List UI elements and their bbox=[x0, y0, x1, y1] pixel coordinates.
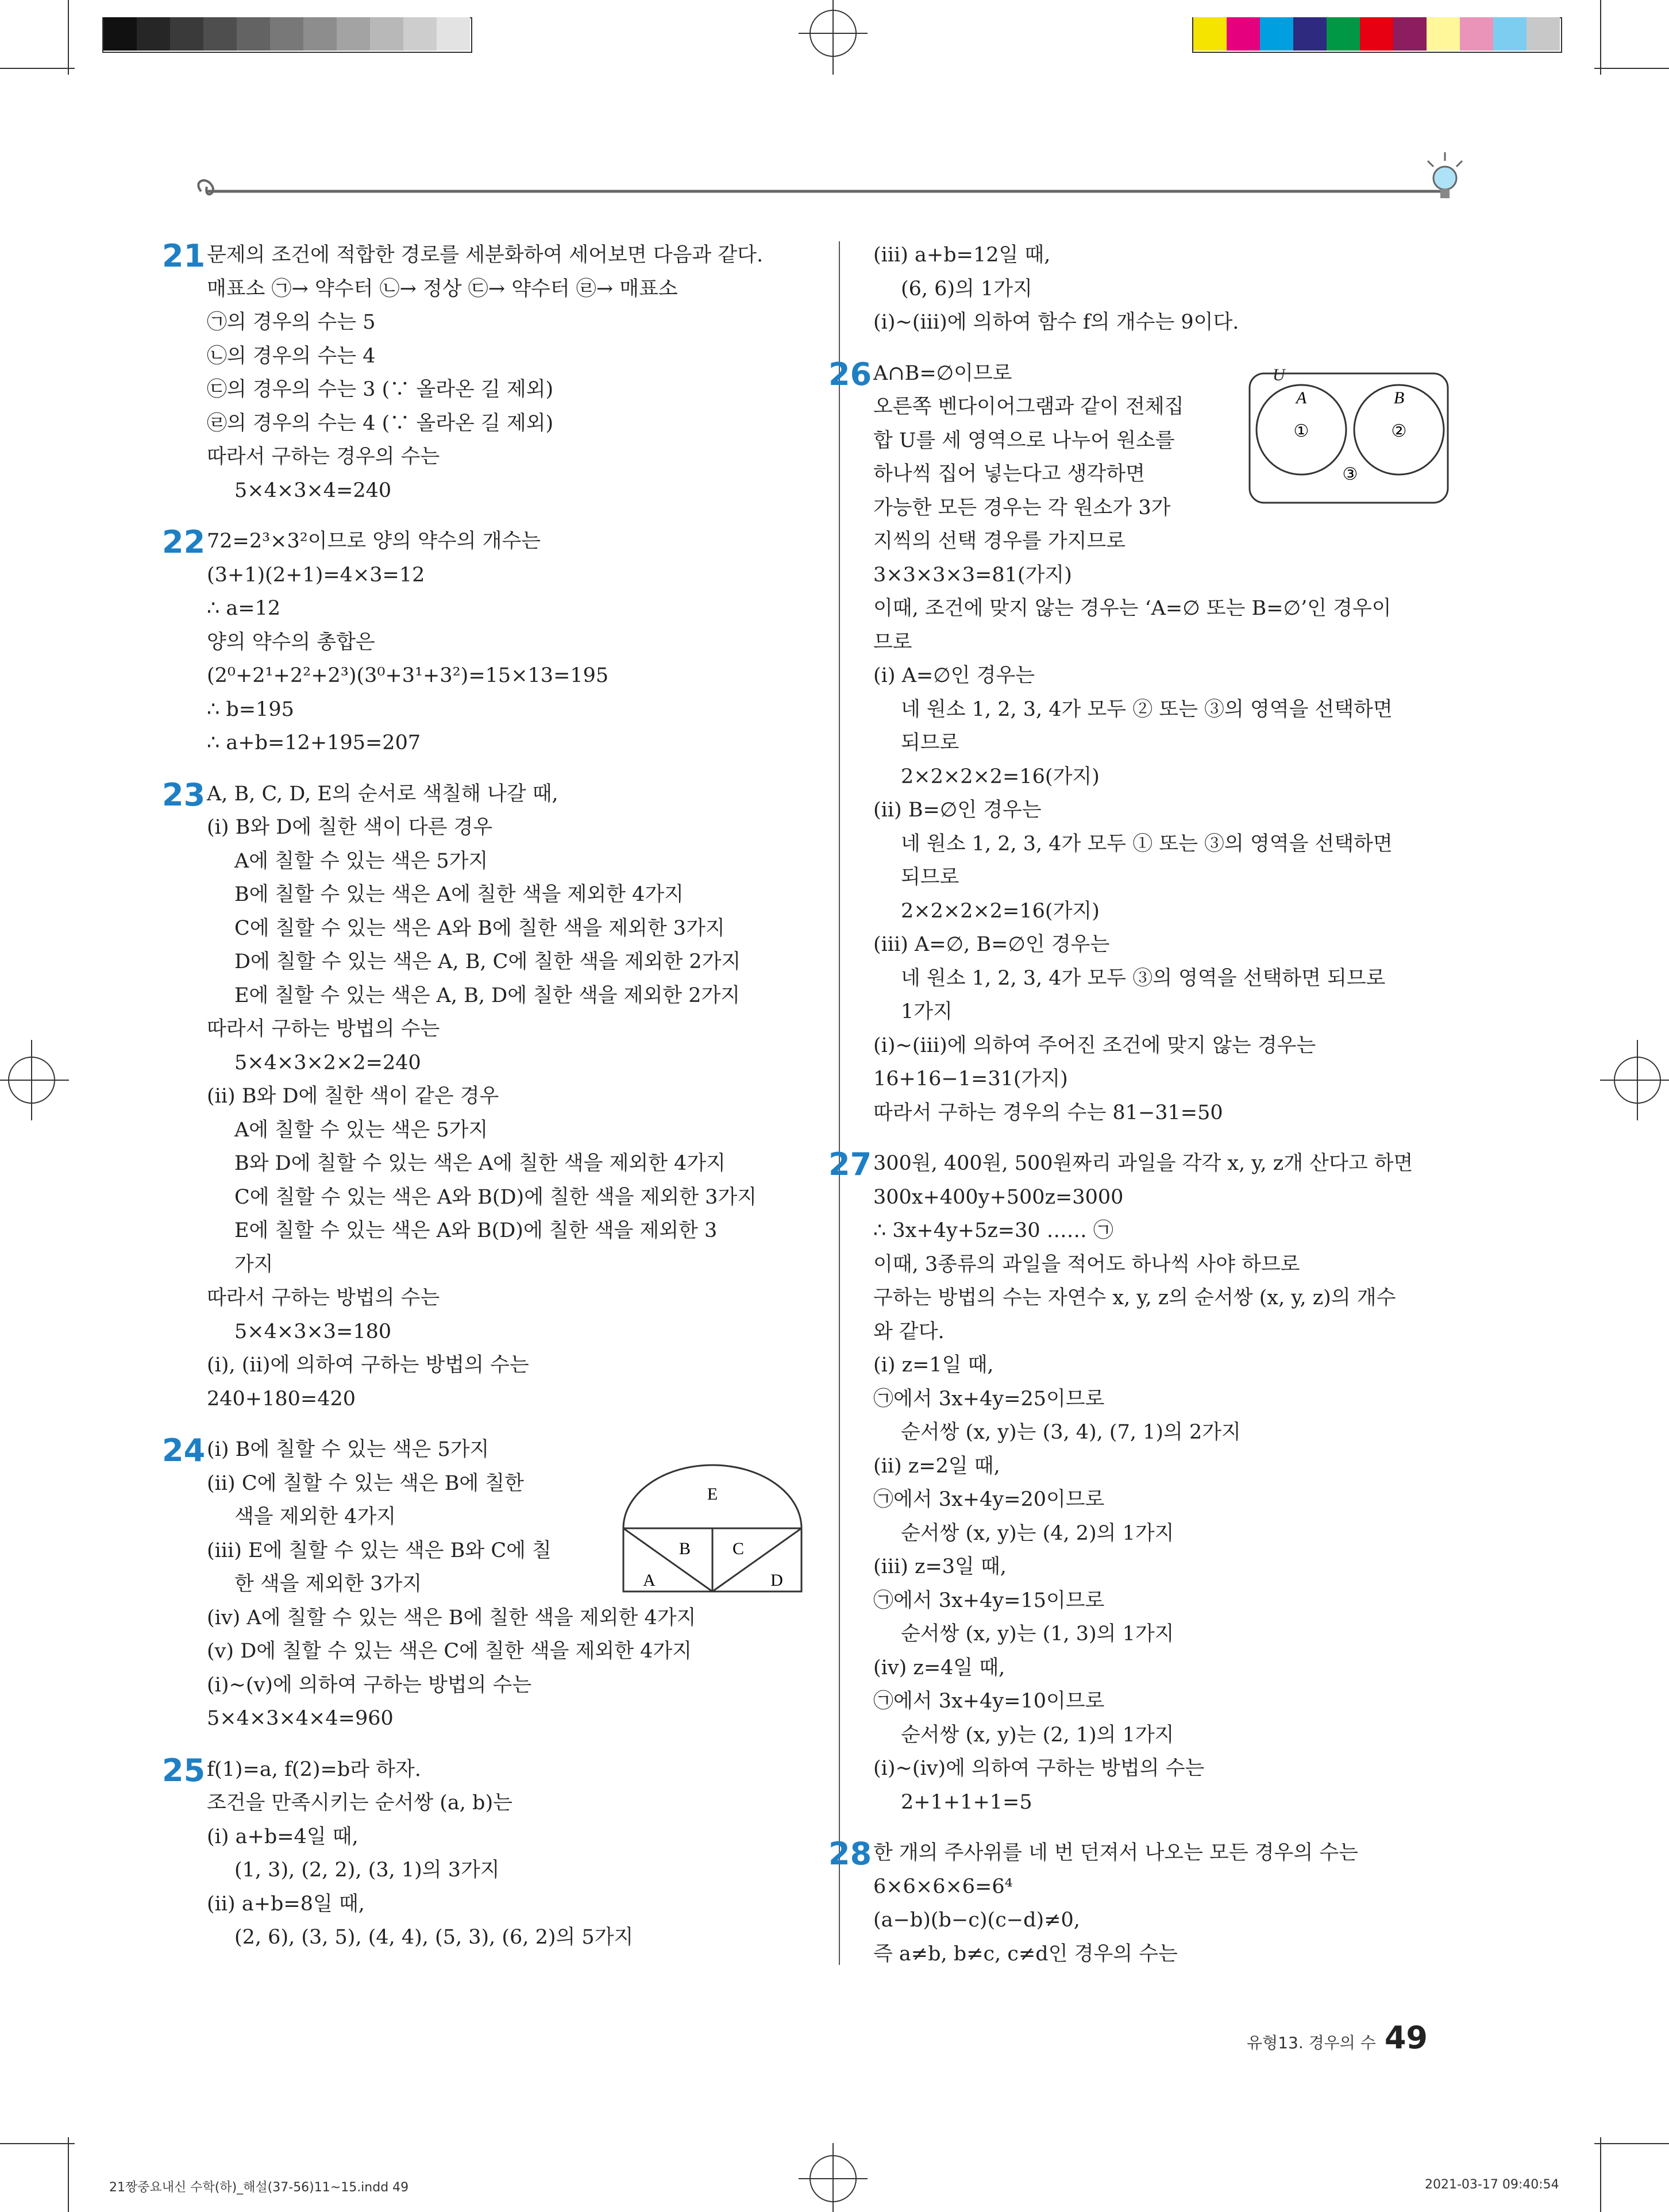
solution-line: (ⅰ), (ⅱ)에 의하여 구하는 방법의 수는 bbox=[207, 1354, 529, 1377]
venn-region-3: ③ bbox=[1342, 464, 1358, 484]
solution-line: 네 원소 1, 2, 3, 4가 모두 ① 또는 ③의 영역을 선택하면 bbox=[901, 832, 1393, 855]
solution-line: (ⅳ) A에 칠할 수 있는 색은 B에 칠한 색을 제외한 4가지 bbox=[207, 1606, 696, 1629]
solution-line: 72=2³×3²이므로 양의 약수의 개수는 22 bbox=[162, 524, 541, 560]
solution-line: (ⅰ)~(ⅲ)에 의하여 주어진 조건에 맞지 않는 경우는 bbox=[873, 1034, 1316, 1057]
solution-line: ∴ a+b=12+195=207 bbox=[207, 731, 421, 754]
solution-line: f(1)=a, f(2)=b라 하자. 25 bbox=[162, 1752, 421, 1789]
solution-line: D에 칠할 수 있는 색은 A, B, C에 칠한 색을 제외한 2가지 bbox=[234, 950, 741, 973]
solution-line: 색을 제외한 4가지 bbox=[234, 1505, 396, 1528]
solution-line: A에 칠할 수 있는 색은 5가지 bbox=[234, 1118, 488, 1142]
venn-region-1: ① bbox=[1293, 421, 1309, 441]
solution-line: 순서쌍 (x, y)는 (2, 1)의 1가지 bbox=[901, 1723, 1174, 1747]
solution-line: 16+16−1=31(가지) bbox=[873, 1068, 1068, 1090]
solution-line: 5×4×3×2×2=240 bbox=[234, 1051, 421, 1074]
solution-line: (6, 6)의 1가지 bbox=[901, 277, 1032, 300]
figure-24-regions bbox=[620, 1459, 804, 1620]
crop-mark bbox=[68, 2137, 69, 2212]
print-file-info: 21짱중요내신 수학(하)_해설(37-56)11~15.indd 49 bbox=[109, 2180, 409, 2195]
solution-line: 순서쌍 (x, y)는 (1, 3)의 1가지 bbox=[901, 1623, 1174, 1645]
solution-line: (ⅲ) a+b=12일 때, bbox=[873, 244, 1051, 267]
solution-line: 하나씩 집어 넣는다고 생각하면 bbox=[873, 463, 1145, 485]
solution-line: 순서쌍 (x, y)는 (4, 2)의 1가지 bbox=[901, 1521, 1174, 1545]
venn-diagram bbox=[1247, 368, 1454, 511]
solution-line: 따라서 구하는 방법의 수는 bbox=[207, 1286, 440, 1309]
gray-swatch bbox=[437, 17, 470, 51]
fig24-label-e: E bbox=[707, 1485, 718, 1504]
solution-line: 300원, 400원, 500원짜리 과일을 각각 x, y, z개 산다고 하면 27 bbox=[828, 1146, 1413, 1182]
color-swatch bbox=[1360, 17, 1393, 51]
solution-line: 이때, 조건에 맞지 않는 경우는 ‘A=∅ 또는 B=∅’인 경우이 bbox=[873, 597, 1392, 620]
crop-mark bbox=[0, 2143, 75, 2144]
solution-line: 2×2×2×2=16(가지) bbox=[901, 765, 1100, 788]
page-footer bbox=[1247, 2020, 1428, 2056]
solution-line: 따라서 구하는 경우의 수는 bbox=[207, 445, 440, 468]
section-gap bbox=[207, 1736, 827, 1753]
problem-number: 24 bbox=[162, 1432, 206, 1469]
solution-line: 가능한 모든 경우는 각 원소가 3가 bbox=[873, 496, 1171, 519]
fig24-label-c: C bbox=[732, 1539, 745, 1558]
solution-line: (ⅰ)~(ⅲ)에 의하여 함수 f의 개수는 9이다. bbox=[873, 311, 1239, 334]
problem-number: 27 bbox=[828, 1146, 872, 1182]
color-swatch bbox=[1527, 17, 1560, 51]
solution-line: 네 원소 1, 2, 3, 4가 모두 ③의 영역을 선택하면 되므로 bbox=[901, 966, 1386, 990]
solution-line: 구하는 방법의 수는 자연수 x, y, z의 순서쌍 (x, y, z)의 개수 bbox=[873, 1286, 1396, 1309]
solution-line: (ⅱ) a+b=8일 때, bbox=[207, 1892, 365, 1916]
solution-line: (ⅰ) A=∅인 경우는 bbox=[873, 664, 1035, 687]
solution-line: (a−b)(b−c)(c−d)≠0, bbox=[873, 1909, 1080, 1932]
color-swatch bbox=[1460, 17, 1493, 51]
solution-line: 문제의 조건에 적합한 경로를 세분화하여 세어보면 다음과 같다. 21 bbox=[162, 238, 764, 274]
solution-line: (ⅲ) z=3일 때, bbox=[873, 1555, 1007, 1578]
section-gap bbox=[873, 1130, 1494, 1147]
problem-number: 22 bbox=[162, 524, 206, 560]
solution-line: 가지 bbox=[234, 1253, 273, 1276]
solution-line: 1가지 bbox=[901, 1000, 953, 1023]
solution-line: ㉠에서 3x+4y=20이므로 bbox=[873, 1488, 1105, 1511]
crop-mark bbox=[1594, 68, 1669, 69]
registration-target-icon bbox=[1600, 1040, 1669, 1120]
color-swatch bbox=[1493, 17, 1527, 51]
solution-line: 와 같다. bbox=[873, 1320, 945, 1343]
venn-label-u: U bbox=[1273, 368, 1285, 384]
color-swatch bbox=[1260, 17, 1293, 51]
solution-line: C에 칠할 수 있는 색은 A와 B(D)에 칠한 색을 제외한 3가지 bbox=[234, 1185, 757, 1209]
column-divider bbox=[839, 241, 840, 1965]
venn-region-2: ② bbox=[1391, 421, 1407, 441]
solution-line: (ⅱ) B와 D에 칠한 색이 같은 경우 bbox=[207, 1085, 499, 1108]
solution-line: 즉 a≠b, b≠c, c≠d인 경우의 수는 bbox=[873, 1942, 1178, 1966]
color-swatch bbox=[1427, 17, 1460, 51]
section-gap bbox=[873, 1819, 1494, 1836]
solution-line: 300x+400y+500z=3000 bbox=[873, 1185, 1124, 1209]
solution-line: (ⅴ) D에 칠할 수 있는 색은 C에 칠한 색을 제외한 4가지 bbox=[207, 1640, 692, 1663]
solution-line: A, B, C, D, E의 순서로 색칠해 나갈 때, 23 bbox=[162, 776, 558, 813]
gray-swatch bbox=[103, 17, 137, 51]
solution-line: ㉠에서 3x+4y=15이므로 bbox=[873, 1589, 1105, 1612]
solution-line: ㉠에서 3x+4y=25이므로 bbox=[873, 1387, 1105, 1411]
solution-line: 2×2×2×2=16(가지) bbox=[901, 899, 1100, 923]
solution-line: E에 칠할 수 있는 색은 A, B, D에 칠한 색을 제외한 2가지 bbox=[234, 984, 741, 1007]
solution-line: (2⁰+2¹+2²+2³)(3⁰+3¹+3²)=15×13=195 bbox=[207, 664, 609, 687]
solution-line: (ⅲ) E에 칠할 수 있는 색은 B와 C에 칠 bbox=[207, 1539, 552, 1562]
solution-line: ∴ b=195 bbox=[207, 697, 294, 721]
gray-swatch bbox=[370, 17, 403, 51]
solution-line: (ⅰ) z=1일 때, bbox=[873, 1354, 994, 1377]
solution-line: A∩B=∅이므로 26 bbox=[828, 356, 1012, 392]
solution-line: 되므로 bbox=[901, 731, 959, 754]
problem-number: 23 bbox=[162, 776, 206, 813]
solution-line: ㉠의 경우의 수는 5 bbox=[207, 311, 376, 334]
gray-swatch bbox=[337, 17, 370, 51]
gray-swatch bbox=[270, 17, 303, 51]
crop-mark bbox=[1600, 2137, 1601, 2212]
solution-line: ㉣의 경우의 수는 4 (∵ 올라온 길 제외) bbox=[207, 411, 554, 435]
color-swatch bbox=[1327, 17, 1360, 51]
solution-line: ∴ 3x+4y+5z=30 …… ㉠ bbox=[873, 1219, 1113, 1242]
solution-line: (ⅰ) a+b=4일 때, bbox=[207, 1825, 359, 1848]
color-swatch bbox=[1193, 17, 1227, 51]
problem-number: 26 bbox=[828, 356, 872, 392]
solution-line: 지씩의 선택 경우를 가지므로 bbox=[873, 530, 1126, 553]
solution-line: 되므로 bbox=[901, 866, 959, 889]
footer-section: 유형13. 경우의 수 bbox=[1247, 2033, 1376, 2052]
color-swatch bbox=[1393, 17, 1427, 51]
solution-line: 6×6×6×6=6⁴ bbox=[873, 1875, 1013, 1898]
solution-line: 조건을 만족시키는 순서쌍 (a, b)는 bbox=[207, 1791, 512, 1814]
gray-swatch bbox=[170, 17, 203, 51]
crop-mark bbox=[0, 68, 75, 69]
registration-target-icon bbox=[799, 0, 868, 80]
solution-line: (ⅱ) C에 칠할 수 있는 색은 B에 칠한 bbox=[207, 1471, 524, 1495]
solution-line: 순서쌍 (x, y)는 (3, 4), (7, 1)의 2가지 bbox=[901, 1421, 1241, 1444]
solution-line: (ⅰ) B에 칠할 수 있는 색은 5가지 24 bbox=[162, 1432, 489, 1469]
problem-number: 25 bbox=[162, 1752, 206, 1789]
color-swatch bbox=[1227, 17, 1260, 51]
gray-swatch bbox=[137, 17, 170, 51]
solution-line: (ⅱ) z=2일 때, bbox=[873, 1454, 1000, 1478]
solution-line: ㉢의 경우의 수는 3 (∵ 올라온 길 제외) bbox=[207, 378, 554, 401]
gray-swatch bbox=[303, 17, 337, 51]
solution-line: 오른쪽 벤다이어그램과 같이 전체집 bbox=[873, 395, 1184, 418]
solution-line: B에 칠할 수 있는 색은 A에 칠한 색을 제외한 4가지 bbox=[234, 883, 684, 906]
crop-mark bbox=[1594, 2143, 1669, 2144]
section-gap bbox=[207, 1416, 827, 1433]
solution-line: A에 칠할 수 있는 색은 5가지 bbox=[234, 849, 488, 873]
solution-line: 2+1+1+1=5 bbox=[901, 1790, 1032, 1814]
venn-label-b: B bbox=[1393, 388, 1405, 407]
gray-swatch bbox=[237, 17, 270, 51]
solution-line: ∴ a=12 bbox=[207, 597, 281, 620]
solution-line: (ⅱ) B=∅인 경우는 bbox=[873, 799, 1042, 822]
solution-line: 5×4×3×4×4=960 bbox=[207, 1707, 394, 1730]
section-gap bbox=[207, 760, 827, 777]
solution-line: (ⅰ)~(ⅳ)에 의하여 구하는 방법의 수는 bbox=[873, 1757, 1205, 1780]
lightbulb-icon bbox=[1419, 147, 1471, 210]
solution-line: 한 색을 제외한 3가지 bbox=[234, 1573, 422, 1596]
solution-line: 240+180=420 bbox=[207, 1387, 356, 1411]
page-number: 49 bbox=[1384, 2020, 1428, 2056]
solution-line: E에 칠할 수 있는 색은 A와 B(D)에 칠한 색을 제외한 3 bbox=[234, 1219, 718, 1242]
registration-target-icon bbox=[799, 2143, 868, 2212]
solution-line: 매표소 ㉠→ 약수터 ㉡→ 정상 ㉢→ 약수터 ㉣→ 매표소 bbox=[207, 277, 678, 300]
solution-line: 3×3×3×3=81(가지) bbox=[873, 563, 1072, 587]
problem-number: 21 bbox=[162, 238, 206, 274]
section-gap bbox=[873, 340, 1494, 357]
solution-line: C에 칠할 수 있는 색은 A와 B에 칠한 색을 제외한 3가지 bbox=[234, 916, 725, 940]
gray-swatch bbox=[403, 17, 437, 51]
solution-line: 므로 bbox=[873, 630, 912, 654]
solution-line: (ⅰ) B와 D에 칠한 색이 다른 경우 bbox=[207, 816, 493, 839]
solution-line: 따라서 구하는 경우의 수는 81−31=50 bbox=[873, 1101, 1223, 1124]
solution-line: 이때, 3종류의 과일을 적어도 하나씩 사야 하므로 bbox=[873, 1253, 1300, 1276]
solution-line: (3+1)(2+1)=4×3=12 bbox=[207, 563, 425, 587]
solution-line: 5×4×3×3=180 bbox=[234, 1320, 392, 1343]
fig24-label-d: D bbox=[770, 1571, 783, 1590]
solution-line: 합 U를 세 영역으로 나누어 원소를 bbox=[873, 429, 1175, 452]
problem-number: 28 bbox=[828, 1836, 872, 1872]
solution-line: (ⅳ) z=4일 때, bbox=[873, 1656, 1005, 1679]
fig24-label-a: A bbox=[643, 1571, 656, 1590]
registration-target-icon bbox=[0, 1040, 69, 1120]
solution-line: 양의 약수의 총합은 bbox=[207, 630, 375, 654]
solution-line: ㉡의 경우의 수는 4 bbox=[207, 344, 376, 368]
solution-line: 5×4×3×4=240 bbox=[234, 479, 392, 502]
crop-mark bbox=[1600, 0, 1601, 75]
solution-line: (ⅲ) A=∅, B=∅인 경우는 bbox=[873, 933, 1110, 956]
crop-mark bbox=[68, 0, 69, 75]
solution-line: 따라서 구하는 방법의 수는 bbox=[207, 1018, 440, 1041]
fig24-label-b: B bbox=[679, 1539, 691, 1558]
venn-label-a: A bbox=[1296, 388, 1307, 407]
solution-line: (2, 6), (3, 5), (4, 4), (5, 3), (6, 2)의 5가지 bbox=[234, 1926, 634, 1949]
solution-line: ㉠에서 3x+4y=10이므로 bbox=[873, 1690, 1105, 1713]
section-gap bbox=[207, 507, 827, 525]
solution-line: B와 D에 칠할 수 있는 색은 A에 칠한 색을 제외한 4가지 bbox=[234, 1152, 726, 1175]
color-swatch bbox=[1293, 17, 1327, 51]
left-column bbox=[162, 238, 827, 1955]
header-rule bbox=[190, 164, 1488, 210]
solution-line: (1, 3), (2, 2), (3, 1)의 3가지 bbox=[234, 1859, 500, 1882]
solution-line: (ⅰ)~(ⅴ)에 의하여 구하는 방법의 수는 bbox=[207, 1673, 532, 1697]
solution-line: 한 개의 주사위를 네 번 던져서 나오는 모든 경우의 수는 28 bbox=[828, 1836, 1358, 1872]
gray-swatch bbox=[203, 17, 237, 51]
solution-line: 네 원소 1, 2, 3, 4가 모두 ② 또는 ③의 영역을 선택하면 bbox=[901, 697, 1393, 721]
print-date-info: 2021-03-17 09:40:54 bbox=[1425, 2178, 1559, 2192]
